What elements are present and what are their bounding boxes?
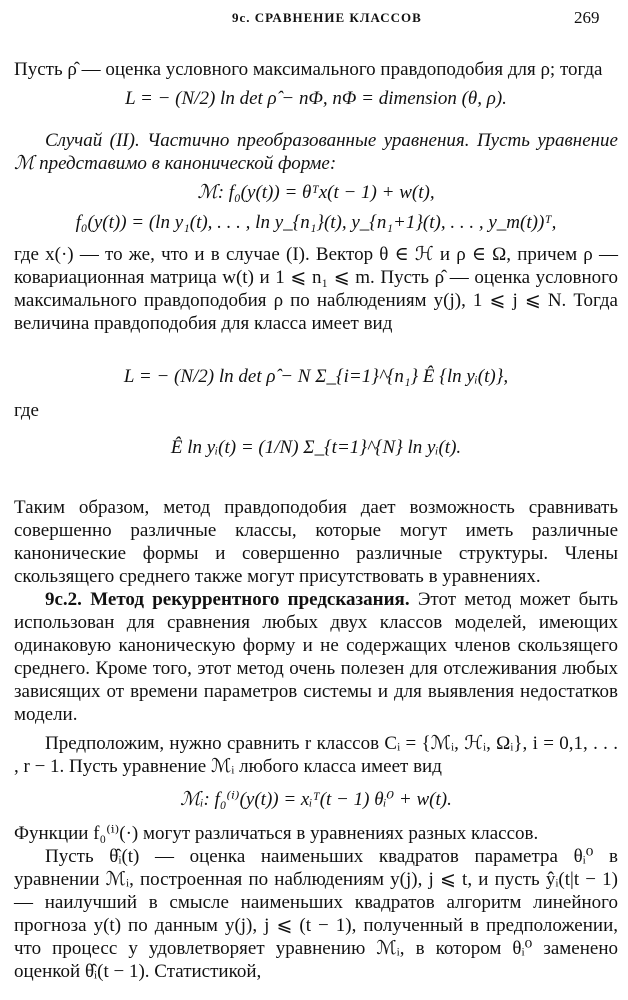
running-head-title: 9с. СРАВНЕНИЕ КЛАССОВ bbox=[232, 10, 422, 25]
paragraph-likelihood-estimate: Пусть ρ̂ — оценка условного максимального правдоподобия для ρ; тогда bbox=[14, 59, 603, 80]
equation-model-i: ℳᵢ: f₀⁽ⁱ⁾(y(t)) = xᵢᵀ(t − 1) θᵢ⁰ + w(t). bbox=[180, 789, 452, 810]
page-number: 269 bbox=[574, 8, 600, 27]
paragraph-case-ii: Случай (II). Частично преобразованные уравнения. Пусть уравнение ℳ представимо в канонической форме: bbox=[14, 130, 618, 174]
section-heading-9c2: 9с.2. Метод рекуррентного предсказания. bbox=[45, 589, 410, 610]
paragraph-recursive-prediction-text: Этот метод может быть использован для сравнения любых двух классов моделей, имеющих одинаковую каноническую форму и не содержащих членов скользящего среднего. Кроме того, этот метод очень полезен для отслеживания любых зависящих от времени параметров системы и для выявления недостатков модели. bbox=[14, 589, 618, 725]
equation-likelihood-case2: L = − (N/2) ln det ρ̂ − N Σ_{i=1}^{n₁} Ê {ln yᵢ(t)}, bbox=[123, 366, 509, 387]
equation-likelihood-case1: L = − (N/2) ln det ρ̂ − nΦ, nΦ = dimension (θ, ρ). bbox=[125, 88, 507, 109]
equation-f0-definition: f₀(y(t)) = (ln y₁(t), . . . , ln y_{n₁}(t), y_{n₁+1}(t), . . . , y_m(t))ᵀ, bbox=[75, 212, 557, 233]
paragraph-case-ii-definitions: где x(·) — то же, что и в случае (I). Вектор θ ∈ ℋ и ρ ∈ Ω, причем ρ — ковариационная матрица w(t) и 1 ⩽ n₁ ⩽ m. Пусть ρ̂ — оценка условного максимального правдоподобия ρ по наблюдениям y(j), 1 ⩽ j ⩽ N. Тогда величина правдоподобия для класса имеет вид bbox=[14, 244, 618, 334]
where-label: где bbox=[14, 400, 39, 421]
equation-model-canonical: ℳ: f₀(y(t)) = θᵀx(t − 1) + w(t), bbox=[197, 182, 435, 203]
running-head bbox=[0, 8, 628, 32]
equation-mean-log: Ê ln yᵢ(t) = (1/N) Σ_{t=1}^{N} ln yᵢ(t). bbox=[170, 437, 462, 458]
page-body bbox=[14, 58, 618, 983]
paragraph-compare-classes: Предположим, нужно сравнить r классов Cᵢ = {ℳᵢ, ℋᵢ, Ωᵢ}, i = 0,1, . . . , r − 1. Пусть уравнение ℳᵢ любого класса имеет вид bbox=[14, 733, 618, 777]
paragraph-functions-f0: Функции f₀⁽ⁱ⁾(·) могут различаться в уравнениях разных классов. bbox=[14, 823, 539, 844]
paragraph-least-squares-estimate: Пусть θ̂ᵢ(t) — оценка наименьших квадратов параметра θᵢ⁰ в уравнении ℳᵢ, построенная по наблюдениям y(j), j ⩽ t, и пусть ŷᵢ(t|t − 1) — наилучший в смысле наименьших квадратов алгоритм линейного прогноза y(t) по данным y(j), j ⩽ (t − 1), полученный в предположении, что процесс y удовлетворяет уравнению ℳᵢ, в котором θᵢ⁰ заменено оценкой θ̂ᵢ(t − 1). Статистикой, bbox=[14, 846, 618, 982]
paragraph-recursive-prediction bbox=[14, 588, 618, 726]
paragraph-summary: Таким образом, метод правдоподобия дает возможность сравнивать совершенно различные классы, которые могут иметь различные канонические формы и совершенно различные структуры. Члены скользящего среднего также могут присутствовать в уравнениях. bbox=[14, 497, 618, 587]
